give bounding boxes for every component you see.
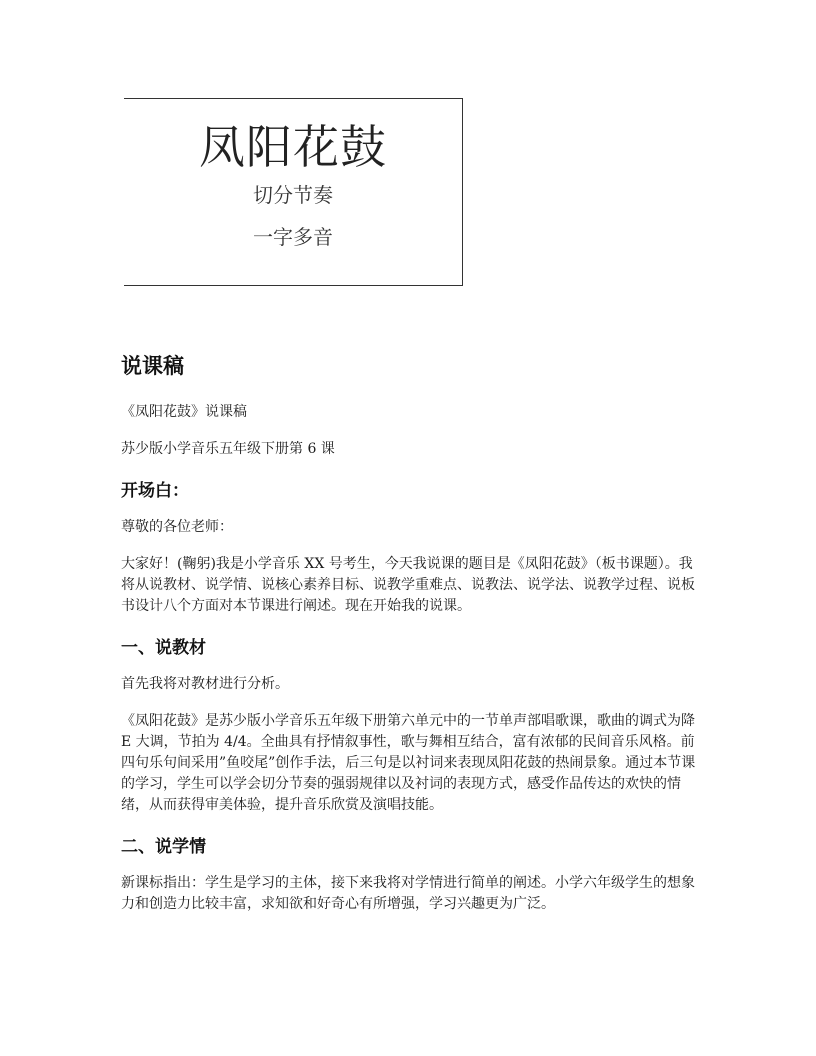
blackboard-design-box [124,98,463,286]
board-line-melisma: 一字多音 [253,225,333,249]
intro-paragraph: 大家好！(鞠躬)我是小学音乐 XX 号考生，今天我说课的题目是《凤阳花鼓》（板书课题）。我将从说教材、说学情、说核心素养目标、说教学重难点、说教法、说学法、说教学过程、说板书设计八个方面对本节课进行阐述。现在开始我的说课。 [121,556,695,614]
document-title: 说课稿 [121,354,184,378]
section-textbook-p2: 《凤阳花鼓》是苏少版小学音乐五年级下册第六单元中的一节单声部唱歌课，歌曲的调式为降 E 大调，节拍为 4/4。全曲具有抒情叙事性，歌与舞相互结合，富有浓郁的民间音乐风格。前四句乐句间采用”鱼咬尾”创作手法，后三句是以衬词来表现凤阳花鼓的热闹景象。通过本节课的学习，学生可以学会切分节奏的强弱规律以及衬词的表现方式，感受作品传达的欢快的情绪，从而获得审美体验，提升音乐欣赏及演唱技能。 [121,713,696,813]
opening-heading: 开场白： [121,481,189,501]
greeting-paragraph: 尊敬的各位老师： [121,519,233,535]
section-textbook-heading: 一、说教材 [121,638,206,658]
document-body [121,350,701,931]
section-textbook-p1: 首先我将对教材进行分析。 [121,676,289,692]
section-learners-p1: 新课标指出：学生是学习的主体，接下来我将对学情进行简单的阐述。小学六年级学生的想象力和创造力比较丰富，求知欲和好奇心有所增强，学习兴趣更为广泛。 [121,875,695,912]
document-subtitle: 《凤阳花鼓》说课稿 [121,404,247,420]
edition-info: 苏少版小学音乐五年级下册第 6 课 [121,441,335,457]
board-line-syncopation: 切分节奏 [253,183,333,207]
board-title: 凤阳花鼓 [199,120,387,174]
section-learners-heading: 二、说学情 [121,837,206,857]
